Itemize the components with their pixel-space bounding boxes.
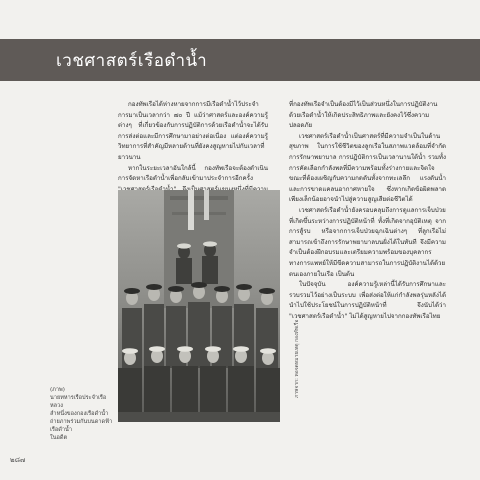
crew-photo-image xyxy=(118,190,280,422)
caption-line: ในอดีต xyxy=(50,435,68,441)
caption-line: นายทหารเรือประจำเรือหลวง xyxy=(50,395,107,409)
caption-line: ถ่ายภาพร่วมกันบนดาดฟ้าเรือดำน้ำ xyxy=(50,419,113,433)
historical-crew-photo xyxy=(118,190,280,422)
right-paragraph: ในปัจจุบัน องค์ความรู้เหล่านี้ได้รับการศึกษาและรวบรวมไว้อย่างเป็นระบบ เพื่อส่งต่อให้แก่กำลังพลรุ่นหลังได้นำไปใช้ประโยชน์ในการปฏิบัติหน้าที่ จึงนับได้ว่า "เวชศาสตร์เรือดำน้ำ" ไม่ได้สูญหายไปจากกองทัพเรือไทย xyxy=(289,281,446,320)
page-number: ๒๘๗ xyxy=(10,456,26,464)
right-paragraph: เวชศาสตร์เรือดำน้ำเป็นศาสตร์ที่มีความจำเป็นในด้านสุขภาพ ในการใช้ชีวิตของลูกเรือในสภาพแวดล้อมที่จำกัด การรักษาพยาบาล การปฏิบัติการเป็นเวลานานใต้น้ำ รวมทั้งการคัดเลือกกำลังพลที่มีความพร้อมทั้งร่างกายและจิตใจ ขณะที่ต้องเผชิญกับความกดดันทั้งจากทะเลลึก แรงดันน้ำ และการขาดแคลนอากาศหายใจ ซึ่งหากเกิดข้อผิดพลาดเพียงเล็กน้อยอาจนำไปสู่ความสูญเสียต่อชีวิตได้ xyxy=(289,132,446,204)
page-title: เวชศาสตร์เรือดำน้ำ xyxy=(56,51,208,71)
right-text-column xyxy=(289,100,446,322)
caption-line: ลำหนึ่งของกองเรือดำน้ำ xyxy=(50,411,109,417)
right-paragraph: เวชศาสตร์เรือดำน้ำยังครอบคลุมถึงการดูแลการเจ็บป่วยที่เกิดขึ้นระหว่างการปฏิบัติหน้าที่ ทั้งที่เกิดจากอุบัติเหตุ จากการสู้รบ หรือจากการเจ็บป่วยฉุกเฉินต่างๆ ที่ลูกเรือไม่สามารถเข้าถึงการรักษาพยาบาลบนฝั่งได้ในทันที จึงมีความจำเป็นต้องฝึกอบรมและเตรียมความพร้อมของบุคลากรทางการแพทย์ให้มีขีดความสามารถในการปฏิบัติงานได้ด้วยตนเองภายในเรือ เป็นต้น xyxy=(289,206,446,278)
photo-credit xyxy=(286,210,300,400)
photo-credit-text: ภาพจาก: หอจดหมายเหตุ กองทัพเรือ xyxy=(294,319,300,398)
left-paragraph: หากในระยะเวลาอันใกล้นี้ กองทัพเรือจะต้องดำเนินการจัดหาเรือดำน้ำเพื่อกลับเข้ามาประจำการอีกครั้ง xyxy=(118,164,268,183)
caption-line: (ภาพ) xyxy=(50,387,65,393)
left-paragraph: กองทัพเรือได้ห่างหายจากการมีเรือดำน้ำไว้ประจำการมาเป็นเวลากว่า ๗๐ ปี แม้ว่าศาสตร์และองค์ความรู้ต่างๆ ที่เกี่ยวข้องกับการปฏิบัติการด้วยเรือดำน้ำจะได้รับการส่งต่อและมีการศึกษามาอย่างต่อเนื่อง แต่องค์ความรู้ วิทยาการที่สำคัญมีหลายด้านที่ยังคงสูญหายไปกับเวลาที่ยาวนาน xyxy=(118,101,268,161)
photo-caption xyxy=(50,386,114,442)
title-band xyxy=(0,39,480,81)
right-paragraph: ที่กองทัพเรือจำเป็นต้องมีไว้เป็นส่วนหนึ่งในการปฏิบัติงานด้วยเรือดำน้ำให้เกิดประสิทธิภาพและยังคงไว้ซึ่งความปลอดภัย xyxy=(289,101,438,130)
